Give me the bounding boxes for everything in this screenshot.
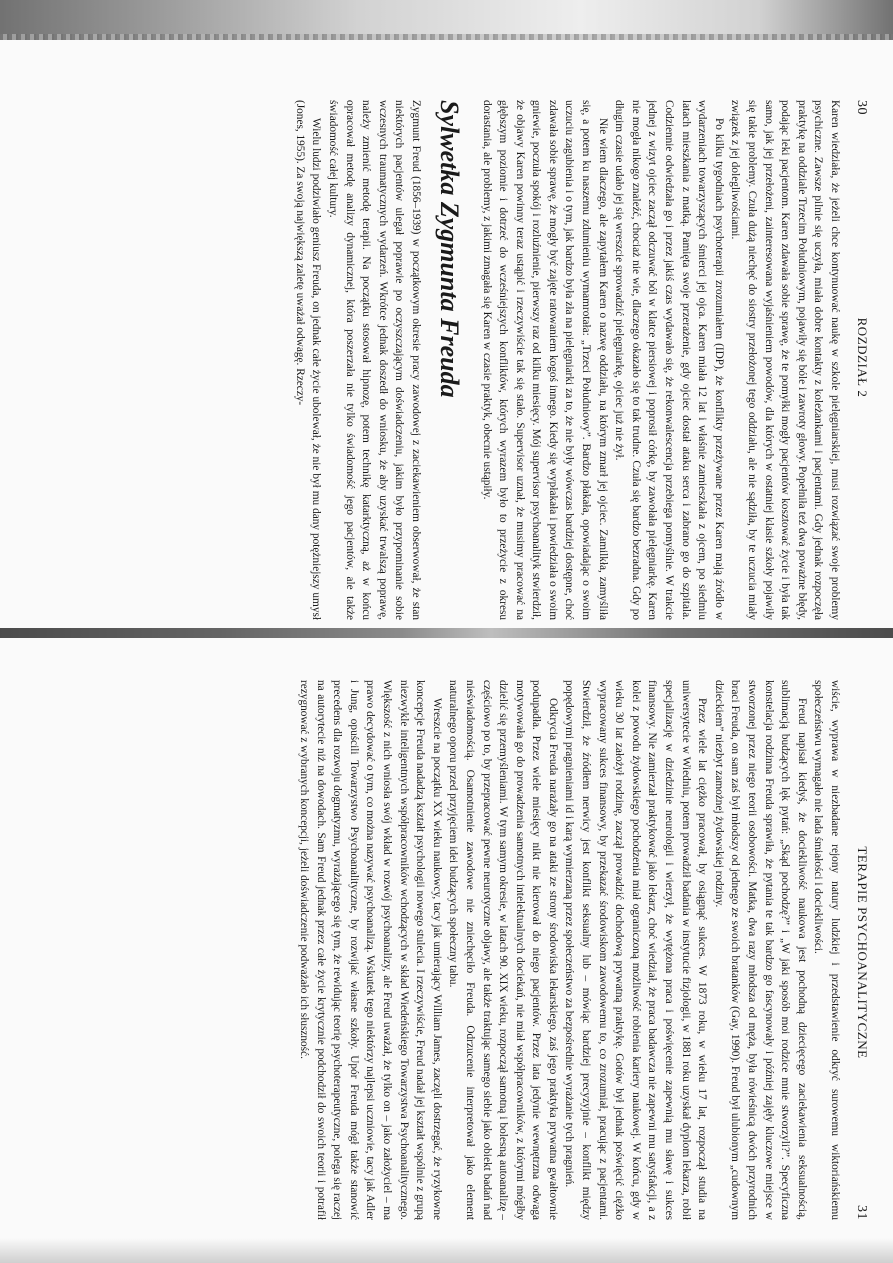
paragraph: Nie wiem dlaczego, ale zapytałem Karen o nazwę oddziału, na którym zmarł jej ojciec. Zamilkła, zamyśliła się, a potem ku naszemu zdumieniu wymamrotała: „Trzeci Południowy”. Bardzo płakała, opowiadając o swoim uczuciu zagubienia i o tym, jak bardzo była zła na pielęgniarki za to, że nie były wówczas bardziej dostępne, choć zdawała sobie sprawę, że mogły być zajęte ratowaniem kogoś innego. Kiedy się wypłakała i powiedziała o swoim gniewie, poczuła spokój i rozluźnienie, pierwszy raz od kilku miesięcy. Mój supervisor psychoanalityk stwierdził, że objawy Karen powinny teraz ustąpić i rzeczywiście tak się stało. Supervisor uznał, że musimy pracować na głębszym poziomie i dotrzeć do wcześniejszych konfliktów, których wyrazem było to przeżycie z okresu dorastania, ale problemy, z jakimi zmagała się Karen w czasie praktyk, obecnie ustąpiły. [480, 100, 609, 620]
book-spine-fold [0, 628, 893, 638]
paragraph: Przez wiele lat ciężko pracował, by osiągnąć sukces. W 1873 roku, w wieku 17 lat, rozpoczął studia na uniwersytecie w Wiedniu, potem prowadził badania w instytucie fizjologii, w 1881 roku uzyskał dyplom lekarza, robił specjalizację w dziedzinie neurologii i wierzył, że wytężona praca i poświęcenie zapewnią mu sławę i sukces finansowy. Nie zamierzał praktykować jako lekarz, choć wiedział, że praca badawcza nie zapewni mu satysfakcji, a z kolei z powodu żydowskiego pochodzenia miał ograniczoną możliwość robienia kariery naukowej. W końcu, gdy w wieku 30 lat założył rodzinę, zaczął prowadzić dochodową prywatną praktykę. Gotów był jednak poświęcić ciężko wypracowany sukces finansowy, by przekazać środowiskom zawodowemu to, co zrozumiał, pracując z pacjentami. Stwierdził, że źródłem nerwicy jest konflikt seksualny lub – mówiąc bardziej precyzyjnie – konflikt między popędowymi pragnieniami id i karą wymierzaną przez społeczeństwo za bezpośrednie wyrażanie tych pragnień. [563, 680, 709, 1220]
paragraph: Karen wiedziała, że jeżeli chce kontynuować naukę w szkole pielęgniarskiej, musi rozwiązać swoje problemy psychiczne. Zawsze pilnie się uczyła, miała dobre kontakty z koleżankami i pacjentami. Gdy jednak rozpoczęła praktykę na oddziale Trzecim Południowym, pojawiły się bóle i zawroty głowy. Popełniła też dwa poważne błędy, podając leki pacjentom. Karen zdawała sobie sprawę, że te pomyłki mogły pacjentów kosztować życie i była tak samo, jak jej przełożeni, zainteresowana wyjaśnieniem powodów, dla których w ostatniej klasie szkoły pojawiły się takie problemy. Czuła dużą niechęć do siostry przełożonej tego oddziału, ale nie sądziła, by te uczucia miały związek z jej dolegliwościami. [729, 100, 841, 620]
paragraph: Freud napisał kiedyś, że dociekliwość naukowa jest pochodną dziecięcego zaciekawienia seksualnością, sublimacją budzących lęk pytań: „Skąd pochodzę?” i „W jaki sposób moi rodzice mnie stworzyli?”. Specyficzna konstelacja rodzinna Freuda sprawiła, że pytania te tak bardzo go fascynowały i później zajęły kluczowe miejsce w stworzonej przez niego teorii osobowości. Matka, dwa razy młodsza od męża, była rówieśnicą dwóch przyrodnich braci Freuda, on sam zaś był młodszy od jednego ze swoich bratanków (Gay, 1990). Freud był ulubionym „cudownym dzieckiem” niezbyt zamożnej żydowskiej rodziny. [712, 680, 808, 1220]
left-running-head-title: ROZDZIAŁ 2 [855, 317, 870, 398]
left-running-head [853, 100, 870, 620]
paragraph: Odkrycia Freuda narażały go na ataki ze strony środowiska lekarskiego, zaś jego praktyka prywatna gwałtownie podupadła. Przez wiele miesięcy nikt nie kierował do niego pacjentów. Przez lata jedynie wewnętrzna odwaga motywowała go do prowadzenia samotnych intelektualnych dociekań, nie miał współpracowników, z którymi mógłby dzielić się przemyśleniami. W tym samym okresie, w latach 90. XIX wieku, rozpoczął samotną i bolesną autoanalizę – częściowo po to, by przepracować pewne neurotyczne objawy, ale także traktując samego siebie jako obiekt badań nad nieświadomością. Osamotnienie zawodowe nie zniechęciło Freuda. Odrzucenie interpretował jako element naturalnego oporu przed przyjęciem idei budzących społeczny tabu. [447, 680, 559, 1220]
paragraph: Zygmunt Freud (1856–1939) w początkowym okresie pracy zawodowej z zaciekawieniem obserwował, że stan niektórych pacjentów ulegał poprawie po oczyszczającym doświadczeniu, jakim było przypominanie sobie wczesnych traumatycznych wydarzeń. Wkrótce jednak doszedł do wniosku, że aby uzyskać trwalszą poprawę, należy zmienić metodę terapii. Na początku stosował hipnozę, potem technikę katarktyczną, aż w końcu opracował metodę analizy dynamicznej, która poszerzała nie tylko świadomość jego pacjentów, ale także świadomość całej kultury. [326, 100, 422, 620]
scan-edge-bottom [0, 1238, 893, 1263]
paragraph: Wielu ludzi podziwiało geniusz Freuda, on jednak całe życie ubolewał, że nie był mu dany potężniejszy umysł (Jones, 1955). Za swoją największą zaletę uważał odwagę. Rzeczy- [293, 100, 323, 620]
right-running-head [853, 680, 870, 1220]
right-page [20, 680, 870, 1220]
right-page-number: 31 [854, 1204, 869, 1220]
paragraph: wiście, wyprawa w niezbadane rejony natury ludzkiej i przedstawienie odkryć surowemu wiktoriańskiemu społeczeństwu wymagało nie lada śmiałości i dociekliwości. [812, 680, 841, 1220]
section-heading: Sylwetka Zygmunta Freuda [434, 100, 464, 398]
scan-edge-top [0, 0, 893, 40]
paragraph: Po kilku tygodniach psychoterapii zrozumiałem (IDP), że konflikty przeżywane przez Karen mają źródło w wydarzeniach towarzyszących śmierci jej ojca. Karen miała 12 lat i właśnie zamieszkała z ojcem, po siedmiu latach mieszkania z matką. Pamięta swoje przerażenie, gdy ojciec dostał ataku serca i zabrano go do szpitala. Codziennie odwiedzała go i przez jakiś czas wydawało się, że rekonwalescencja przebiega pomyślnie. W trakcie jednej z wizyt ojciec zaczął odczuwać ból w klatce piersiowej i poprosił córkę, by zawołała pielęgniarkę. Karen nie mogła nikogo znaleźć, chociaż nie wie, dlaczego okazało się to tak trudne. Czuła się bardzo bezradna. Gdy po długim czasie udało jej się wreszcie sprowadzić pielęgniarkę, ojciec już nie żył. [613, 100, 725, 620]
right-running-head-title: TERAPIE PSYCHOANALITYCZNE [855, 846, 870, 1059]
left-page-number: 30 [854, 100, 869, 115]
left-page [20, 100, 870, 620]
paragraph: Wreszcie na początku XX wieku naukowcy, tacy jak umierający William James, zaczęli dostrzegać, że ryzykowne koncepcje Freuda nadadzą kształt psychologii nowego stulecia. I rzeczywiście, Freud nadał jej kształt wspólnie z grupą niezwykle inteligentnych współpracowników wchodzących w skład Wiedeńskiego Towarzystwa Psychoanalitycznego. Większość z nich wniosła swój wkład w rozwój psychoanalizy, ale Freud uważał, że tylko on – jako założyciel – ma prawo decydować o tym, co można nazywać psychoanalizą. Wskutek tego niektórzy najlepsi uczniowie, tacy jak Adler i Jung, opuścili Towarzystwo Psychoanalityczne, by rozwijać własne szkoły. Upór Freuda mógł także stanowić precedens dla rozwoju dogmatyzmu, wyrażającego się tym, że rewidując teorię psychoterapeutyczne, polega się raczej na autorytecie niż na dowodach. Sam Freud jednak przez całe życie krytycznie podchodził do swoich teorii i potrafił rezygnować z wybranych koncepcji, jeżeli doświadczenie podważało ich słuszność. [298, 680, 443, 1220]
